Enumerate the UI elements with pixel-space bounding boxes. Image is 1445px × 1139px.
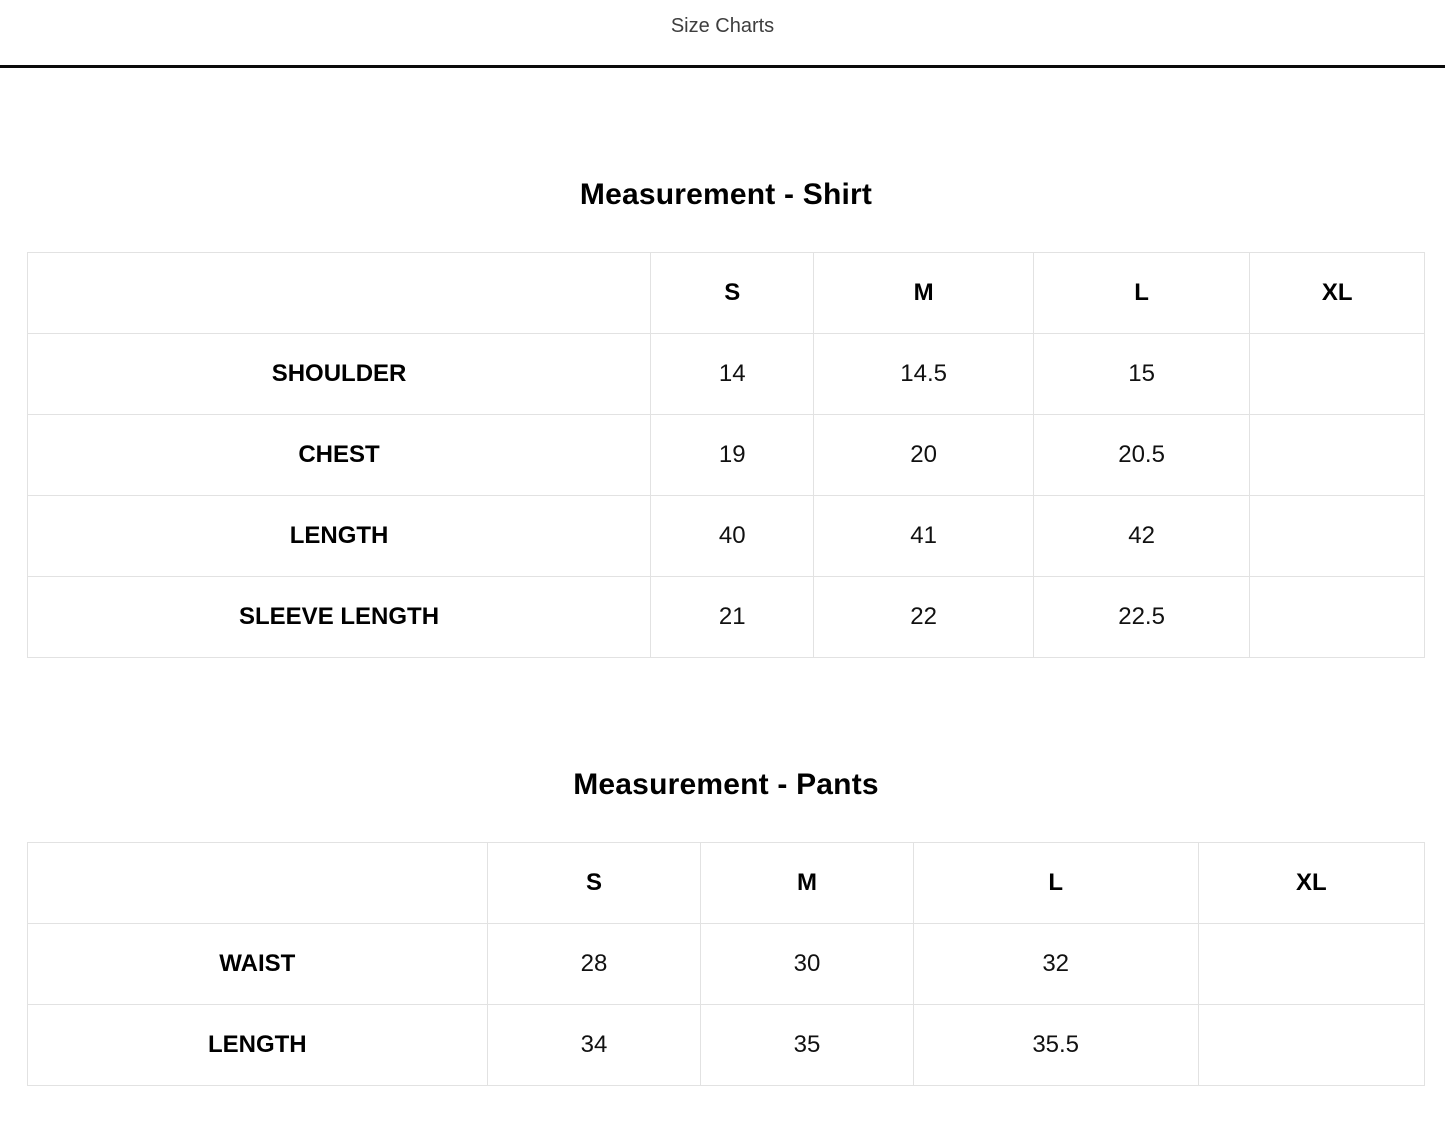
table-row-length bbox=[28, 1005, 1425, 1086]
measurement-value bbox=[1198, 924, 1424, 1005]
column-header-m: M bbox=[701, 843, 913, 924]
measurement-value: 21 bbox=[651, 577, 814, 658]
row-label: LENGTH bbox=[28, 496, 651, 577]
table-row-sleeve-length bbox=[28, 577, 1425, 658]
shirt-section-title: Measurement - Shirt bbox=[579, 178, 873, 211]
row-label: SLEEVE LENGTH bbox=[28, 577, 651, 658]
column-header-xl: XL bbox=[1250, 253, 1425, 334]
measurement-value: 20.5 bbox=[1033, 415, 1250, 496]
measurement-value: 34 bbox=[487, 1005, 701, 1086]
measurement-value: 28 bbox=[487, 924, 701, 1005]
pants-measurement-table bbox=[27, 842, 1425, 1086]
row-label: CHEST bbox=[28, 415, 651, 496]
column-header-s: S bbox=[487, 843, 701, 924]
measurement-value: 42 bbox=[1033, 496, 1250, 577]
measurement-value: 20 bbox=[814, 415, 1033, 496]
measurement-value: 32 bbox=[913, 924, 1198, 1005]
column-header-l: L bbox=[1033, 253, 1250, 334]
shirt-measurement-table bbox=[27, 252, 1425, 658]
table-row-chest bbox=[28, 415, 1425, 496]
measurement-value bbox=[1198, 1005, 1424, 1086]
measurement-value: 14 bbox=[651, 334, 814, 415]
column-header-l: L bbox=[913, 843, 1198, 924]
table-header-row bbox=[28, 253, 1425, 334]
measurement-value: 22 bbox=[814, 577, 1033, 658]
measurement-value: 30 bbox=[701, 924, 913, 1005]
pants-section bbox=[27, 768, 1425, 1086]
size-charts-content bbox=[0, 178, 1445, 1126]
table-row-waist bbox=[28, 924, 1425, 1005]
table-row-shoulder bbox=[28, 334, 1425, 415]
measurement-value bbox=[1250, 577, 1425, 658]
column-header-xl: XL bbox=[1198, 843, 1424, 924]
shirt-section bbox=[27, 178, 1425, 658]
measurement-value bbox=[1250, 334, 1425, 415]
measurement-value bbox=[1250, 496, 1425, 577]
row-label: LENGTH bbox=[28, 1005, 488, 1086]
page-title: Size Charts bbox=[670, 15, 775, 37]
pants-section-title: Measurement - Pants bbox=[573, 768, 879, 801]
measurement-value: 35 bbox=[701, 1005, 913, 1086]
measurement-value: 35.5 bbox=[913, 1005, 1198, 1086]
measurement-value: 40 bbox=[651, 496, 814, 577]
column-header-blank bbox=[28, 843, 488, 924]
measurement-value: 19 bbox=[651, 415, 814, 496]
row-label: SHOULDER bbox=[28, 334, 651, 415]
measurement-value bbox=[1250, 415, 1425, 496]
table-row-length bbox=[28, 496, 1425, 577]
column-header-s: S bbox=[651, 253, 814, 334]
measurement-value: 15 bbox=[1033, 334, 1250, 415]
column-header-m: M bbox=[814, 253, 1033, 334]
column-header-blank bbox=[28, 253, 651, 334]
measurement-value: 22.5 bbox=[1033, 577, 1250, 658]
top-bar bbox=[0, 0, 1445, 68]
row-label: WAIST bbox=[28, 924, 488, 1005]
table-header-row bbox=[28, 843, 1425, 924]
measurement-value: 14.5 bbox=[814, 334, 1033, 415]
measurement-value: 41 bbox=[814, 496, 1033, 577]
